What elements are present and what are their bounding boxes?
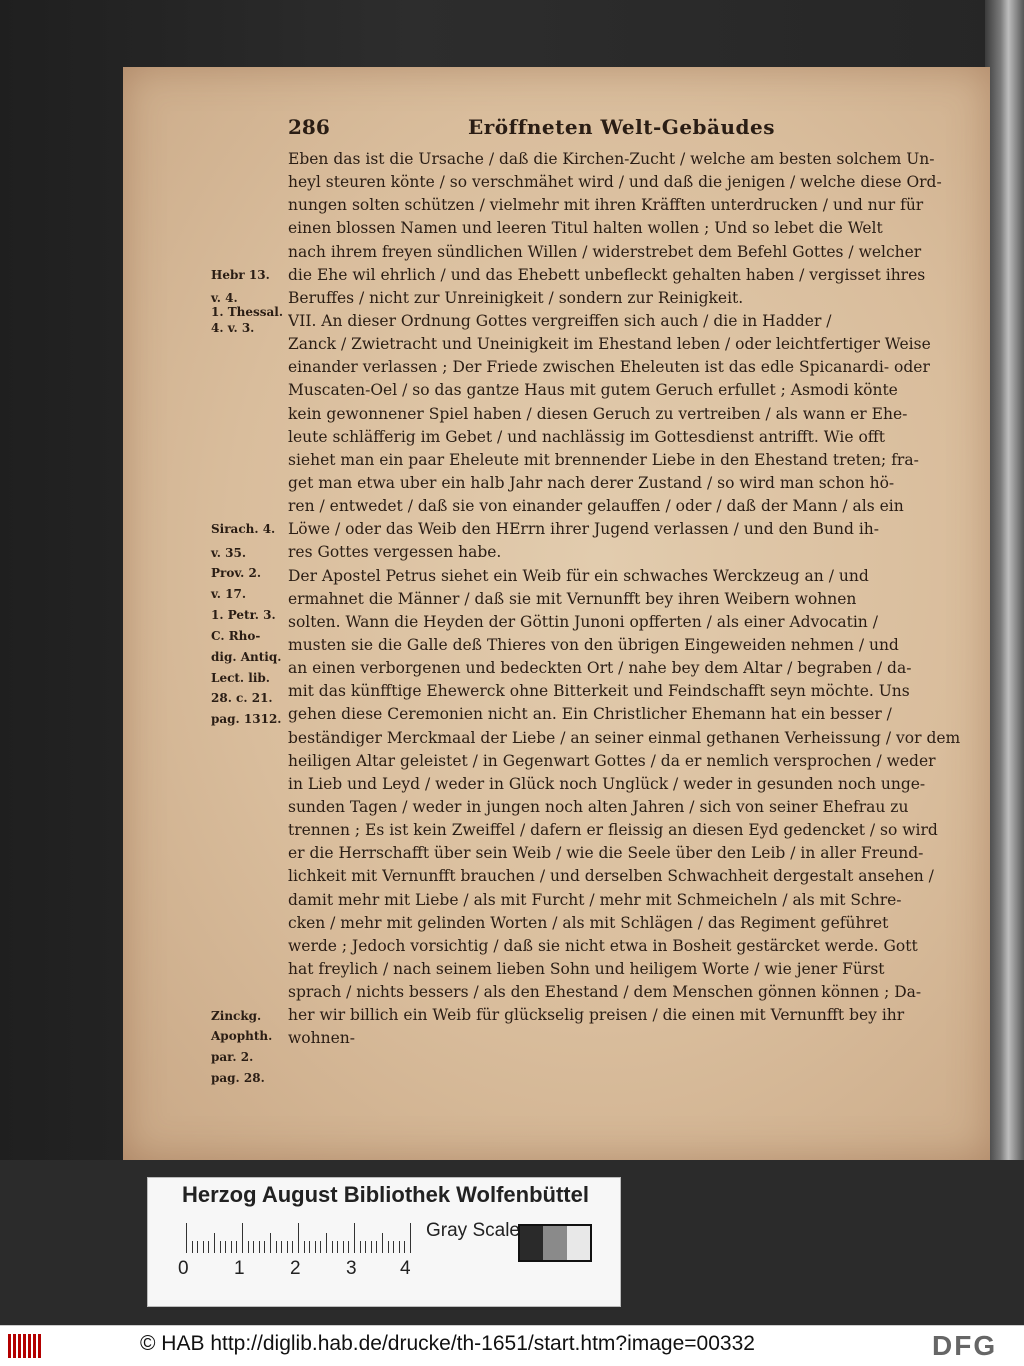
ruler-tick — [248, 1241, 249, 1253]
text-line: werde ; Jedoch vorsichtig / daß sie nicht etwa in Bosheit gestärcket werde. Gott — [288, 936, 918, 955]
text-line: Zanck / Zwietracht und Uneinigkeit im Ehestand leben / oder leichtfertiger Weise — [288, 335, 931, 354]
text-line: beständiger Merckmaal der Liebe / an seiner einmal gethanen Verheissung / vor dem — [288, 728, 961, 747]
text-line: in Lieb und Leyd / weder in Glück noch Unglück / weder in gesunden noch unge- — [288, 774, 926, 793]
margin-note: v. 35. — [211, 545, 246, 560]
margin-note: v. 4. — [211, 290, 238, 305]
text-line: leute schläfferig im Gebet / und nachlässig im Gottesdienst antrifft. Wie offt — [288, 427, 886, 446]
text-line: Beruffes / nicht zur Unreinigkeit / sondern zur Reinigkeit. — [288, 288, 744, 307]
gray-swatch-mid — [543, 1226, 566, 1260]
text-line: Muscaten-Oel / so das gantze Haus mit gutem Geruch erfullet ; Asmodi könte — [288, 381, 898, 400]
text-line: wohnen- — [288, 1029, 355, 1048]
text-line: heyl steuren könte / so verschmähet wird / und daß die jenigen / welche diese Ord- — [288, 173, 942, 192]
ruler-scale — [186, 1223, 416, 1253]
ruler-tick — [410, 1223, 411, 1253]
text-line: Eben das ist die Ursache / daß die Kirchen-Zucht / welche am besten solchem Un- — [288, 150, 935, 168]
ruler-tick — [276, 1241, 277, 1253]
ruler-tick — [264, 1241, 265, 1253]
text-line: nach ihrem freyen sündlichen Willen / widerstrebet dem Befehl Gottes / welcher — [288, 242, 922, 261]
text-line: sunden Tagen / weder in jungen noch alten Jahren / sich von seiner Ehefrau zu — [288, 797, 909, 816]
ruler-number: 0 — [178, 1258, 189, 1279]
text-line: ren / entwedet / daß sie von einander gelauffen / oder / daß der Mann / als ein — [288, 497, 904, 516]
ruler-tick — [214, 1233, 215, 1253]
ruler-tick — [326, 1233, 327, 1253]
ruler-tick — [320, 1241, 321, 1253]
text-line: die Ehe wil ehrlich / und das Ehebett unbefleckt gehalten haben / vergisset ihres — [288, 265, 926, 284]
text-line: einander verlassen ; Der Friede zwischen Eheleuten ist das edle Spicanardi- oder — [288, 358, 930, 377]
ruler-tick — [376, 1241, 377, 1253]
ruler-number: 4 — [400, 1258, 411, 1279]
footer-copyright-link[interactable]: © HAB http://diglib.hab.de/drucke/th-1651/start.htm?image=00332 — [140, 1332, 755, 1355]
ruler-tick — [315, 1241, 316, 1253]
margin-note: Hebr 13. — [211, 267, 270, 282]
margin-note: Sirach. 4. — [211, 522, 276, 537]
color-target-card — [147, 1177, 621, 1307]
margin-note: C. Rho- — [211, 628, 261, 643]
ruler-tick — [393, 1241, 394, 1253]
ruler-tick — [242, 1223, 243, 1253]
text-line: nungen solten schützen / vielmehr mit ihren Kräfften unterdrucken / und nur für — [288, 196, 924, 215]
text-line: lichkeit mit Vernunfft brauchen / und derselben Schwachheit dergestalt ansehen / — [288, 867, 934, 886]
ruler-tick — [298, 1223, 299, 1253]
ruler-tick — [348, 1241, 349, 1253]
ruler-tick — [382, 1233, 383, 1253]
gray-scale-swatch — [518, 1224, 592, 1262]
text-line: einen blossen Namen und leeren Titul halten wollen ; Und so lebet die Welt — [288, 219, 883, 238]
ruler-tick — [337, 1241, 338, 1253]
ruler-tick — [287, 1241, 288, 1253]
margin-note: 4. v. 3. — [211, 320, 255, 335]
ruler-tick — [225, 1241, 226, 1253]
gray-swatch-dark — [520, 1226, 543, 1260]
ruler-tick — [236, 1241, 237, 1253]
book-spine-edge — [985, 0, 1024, 1325]
page-body-text — [288, 148, 968, 1050]
ruler-tick — [388, 1241, 389, 1253]
text-line: Löwe / oder das Weib den HErrn ihrer Jugend verlassen / und den Bund ih- — [288, 520, 880, 539]
margin-note: 1. Petr. 3. — [211, 608, 276, 623]
text-line: VII. An dieser Ordnung Gottes vergreiffen sich auch / die in Hadder / — [288, 311, 832, 330]
text-line: damit mehr mit Liebe / als mit Furcht / mehr mit Schmeicheln / als mit Schre- — [288, 890, 902, 909]
text-line: an einen verborgenen und bedeckten Ort / nahe bey dem Altar / begraben / da- — [288, 659, 912, 678]
text-line: hat freylich / nach seinem lieben Sohn und heiligem Worte / wie jener Fürst — [288, 959, 885, 978]
ruler-tick — [292, 1241, 293, 1253]
library-name: Herzog August Bibliothek Wolfenbüttel — [182, 1182, 589, 1207]
gray-swatch-light — [567, 1226, 590, 1260]
ruler-tick — [371, 1241, 372, 1253]
footer-bar — [0, 1325, 1024, 1366]
text-line: kein gewonnener Spiel haben / diesen Geruch zu vertreiben / als wann er Ehe- — [288, 404, 908, 423]
text-line: sprach / nichts bessers / als den Ehestand / dem Menschen gönnen können ; Da- — [288, 983, 922, 1002]
ruler-tick — [360, 1241, 361, 1253]
ruler-tick — [365, 1241, 366, 1253]
text-line: siehet man ein paar Eheleute mit brennender Liebe in den Ehestand treten; fra- — [288, 450, 919, 469]
ruler-number: 3 — [346, 1258, 357, 1279]
ruler-number: 2 — [290, 1258, 301, 1279]
page-number: 286 — [288, 115, 330, 139]
ruler-tick — [253, 1241, 254, 1253]
margin-note: Apophth. — [211, 1029, 273, 1044]
text-line: her wir billich ein Weib für glückselig preisen / die einen mit Vernunfft bey ihr — [288, 1006, 905, 1025]
text-line: solten. Wann die Heyden der Göttin Junoni opfferten / als einer Advocatin / — [288, 612, 878, 631]
ruler-tick — [259, 1241, 260, 1253]
text-line: ermahnet die Männer / daß sie mit Vernunfft bey ihren Weibern wohnen — [288, 589, 857, 608]
ruler-tick — [186, 1223, 187, 1253]
text-line: gehen diese Ceremonien nicht an. Ein Christlicher Ehemann hat ein besser / — [288, 705, 892, 724]
ruler-tick — [309, 1241, 310, 1253]
gray-scale-label: Gray Scale — [426, 1220, 520, 1241]
text-line: cken / mehr mit gelinden Worten / als mit Schlägen / das Regiment geführet — [288, 913, 889, 932]
margin-note: par. 2. — [211, 1050, 254, 1065]
running-title: Eröffneten Welt-Gebäudes — [468, 115, 776, 139]
ruler-number: 1 — [234, 1258, 245, 1279]
hab-logo-icon — [8, 1334, 46, 1358]
ruler-tick — [203, 1241, 204, 1253]
text-line: er die Herrschafft über sein Weib / wie die Seele über den Leib / in aller Freund- — [288, 844, 924, 863]
margin-note: v. 17. — [211, 587, 246, 602]
margin-note: Zinckg. — [211, 1008, 262, 1023]
margin-note: 28. c. 21. — [211, 691, 273, 706]
ruler-tick — [404, 1241, 405, 1253]
ruler-tick — [197, 1241, 198, 1253]
ruler-tick — [270, 1233, 271, 1253]
margin-note: pag. 1312. — [211, 712, 282, 727]
text-line: res Gottes vergessen habe. — [288, 543, 502, 562]
text-line: get man etwa uber ein halb Jahr nach derer Zustand / so wird man schon hö- — [288, 473, 895, 492]
ruler-tick — [399, 1241, 400, 1253]
book-page — [123, 67, 990, 1160]
dfg-logo: DFG — [932, 1330, 998, 1361]
ruler-tick — [332, 1241, 333, 1253]
margin-note: Lect. lib. — [211, 670, 270, 685]
ruler-tick — [208, 1241, 209, 1253]
ruler-tick — [192, 1241, 193, 1253]
page-header — [288, 115, 958, 145]
ruler-tick — [343, 1241, 344, 1253]
text-line: musten sie die Galle deß Thieres von den übrigen Eingeweiden nehmen / und — [288, 635, 899, 654]
ruler-tick — [220, 1241, 221, 1253]
margin-note: pag. 28. — [211, 1071, 265, 1086]
text-line: heiligen Altar geleistet / in Gegenwart Gottes / da er nemlich versprochen / weder — [288, 751, 936, 770]
ruler-tick — [231, 1241, 232, 1253]
text-line: Der Apostel Petrus siehet ein Weib für ein schwaches Werckzeug an / und — [288, 566, 869, 585]
text-line: trennen ; Es ist kein Zweiffel / dafern er fleissig an diesen Eyd gedencket / so wird — [288, 821, 938, 840]
ruler-tick — [354, 1223, 355, 1253]
ruler-tick — [304, 1241, 305, 1253]
margin-note: 1. Thessal. — [211, 304, 284, 319]
margin-note: Prov. 2. — [211, 566, 261, 581]
text-line: mit das künfftige Ehewerck ohne Bitterkeit und Feindschafft seyn möchte. Uns — [288, 682, 910, 701]
margin-note: dig. Antiq. — [211, 649, 282, 664]
ruler-tick — [281, 1241, 282, 1253]
